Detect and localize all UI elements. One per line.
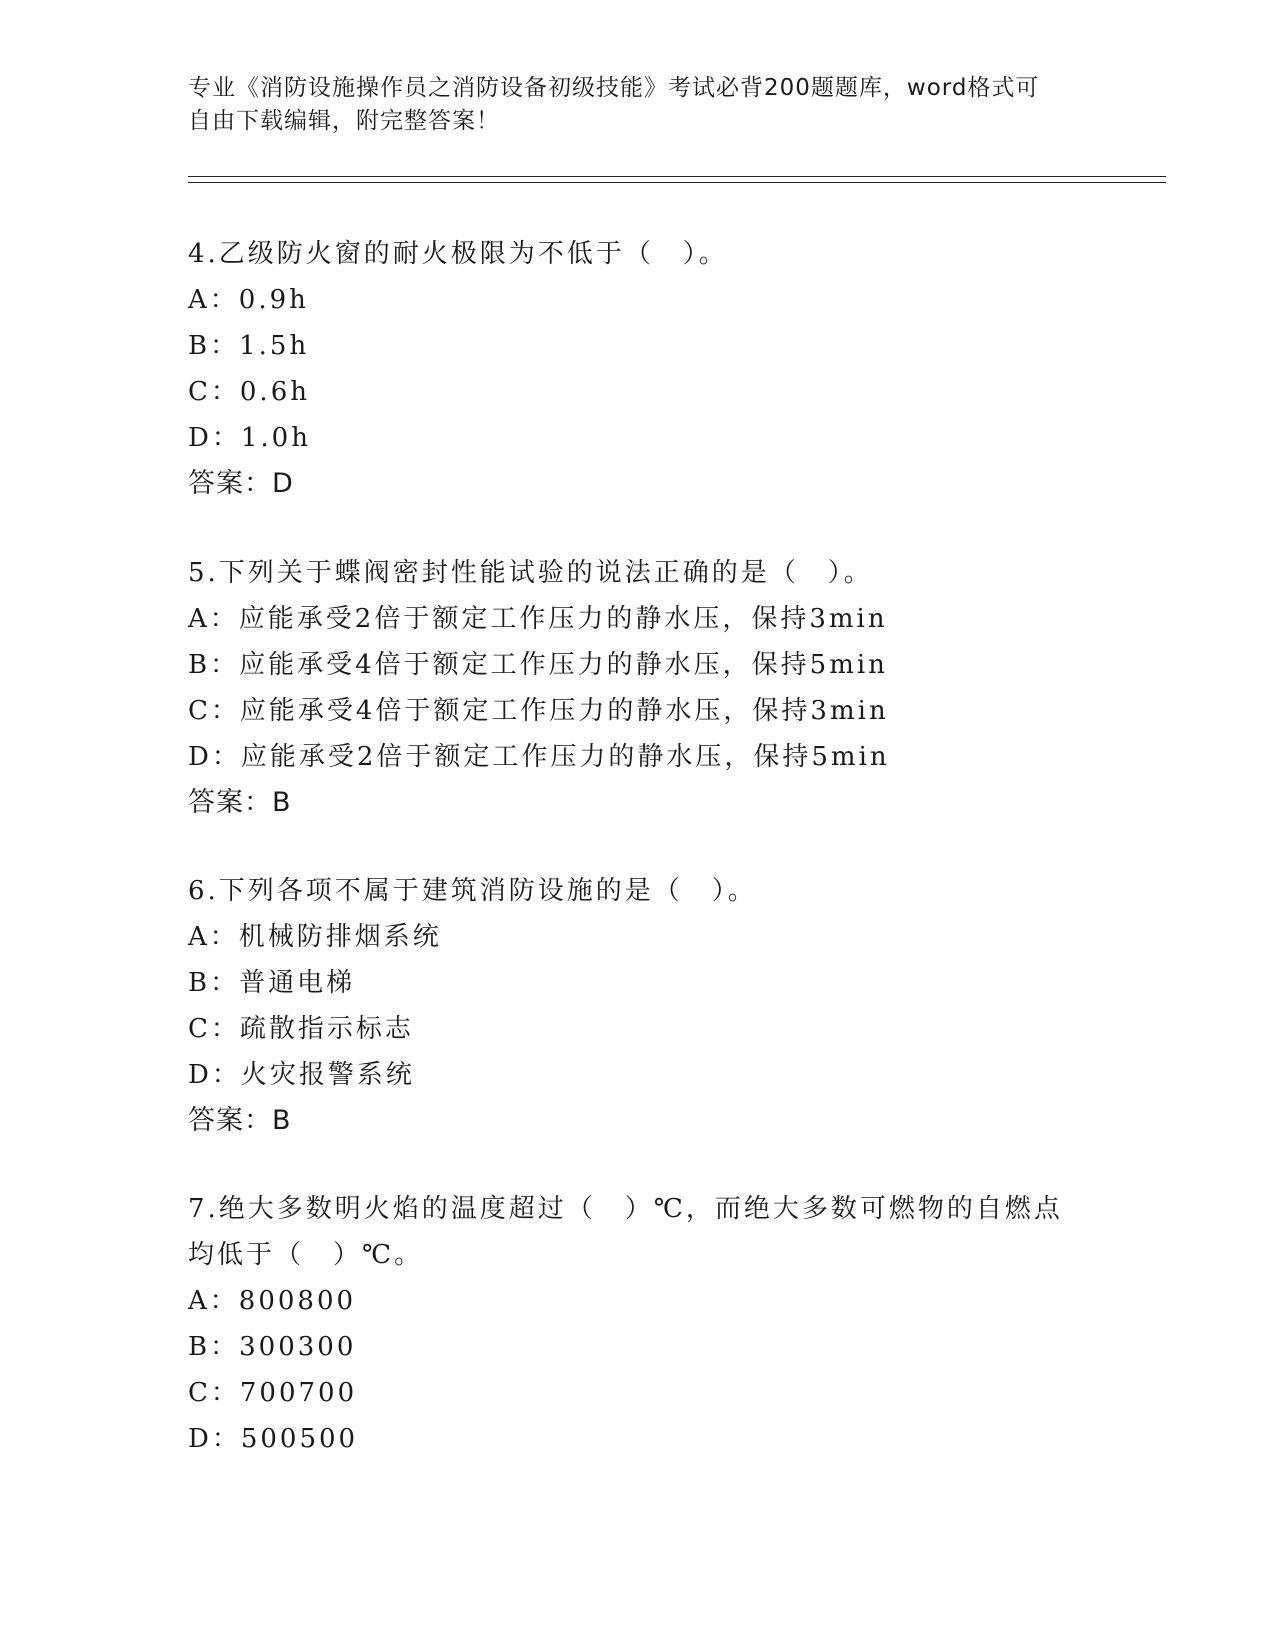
option-a: A：机械防排烟系统	[188, 922, 442, 952]
document-header	[188, 72, 1068, 138]
question-4	[188, 238, 1088, 500]
question-stem: 6.下列各项不属于建筑消防设施的是（ ）。	[188, 876, 757, 906]
option-a: A：800800	[188, 1286, 357, 1316]
question-stem: 5.下列关于蝶阀密封性能试验的说法正确的是（ ）。	[188, 558, 873, 588]
header-divider-top	[188, 176, 1166, 177]
header-line-2: 自由下载编辑，附完整答案！	[188, 108, 500, 134]
option-d: D：火灾报警系统	[188, 1060, 415, 1090]
question-7	[188, 1193, 1088, 1469]
question-stem-line-1: 7.绝大多数明火焰的温度超过（ ）℃，而绝大多数可燃物的自燃点	[188, 1194, 1063, 1224]
header-line-1: 专业《消防设施操作员之消防设备初级技能》考试必背200题题库，word格式可	[188, 75, 1040, 101]
question-stem: 4.乙级防火窗的耐火极限为不低于（ ）。	[188, 239, 728, 269]
option-d: D：500500	[188, 1424, 359, 1454]
option-b: B：1.5h	[188, 331, 310, 361]
option-b: B：普通电梯	[188, 968, 356, 998]
question-stem-line-2: 均低于（ ）℃。	[188, 1240, 424, 1270]
answer-label: 答案：D	[188, 468, 294, 499]
answer-label: 答案：B	[188, 787, 292, 818]
question-5	[188, 557, 1088, 819]
question-6	[188, 875, 1088, 1137]
option-c: C：应能承受4倍于额定工作压力的静水压，保持3min	[188, 696, 889, 726]
option-c: C：疏散指示标志	[188, 1014, 414, 1044]
option-d: D：应能承受2倍于额定工作压力的静水压，保持5min	[188, 742, 890, 772]
option-b: B：应能承受4倍于额定工作压力的静水压，保持5min	[188, 650, 888, 680]
option-d: D：1.0h	[188, 423, 311, 453]
option-a: A：应能承受2倍于额定工作压力的静水压，保持3min	[188, 604, 888, 634]
option-c: C：700700	[188, 1378, 358, 1408]
option-b: B：300300	[188, 1332, 357, 1362]
answer-label: 答案：B	[188, 1105, 292, 1136]
header-divider-bottom	[188, 182, 1166, 183]
option-c: C：0.6h	[188, 377, 310, 407]
option-a: A：0.9h	[188, 285, 309, 315]
